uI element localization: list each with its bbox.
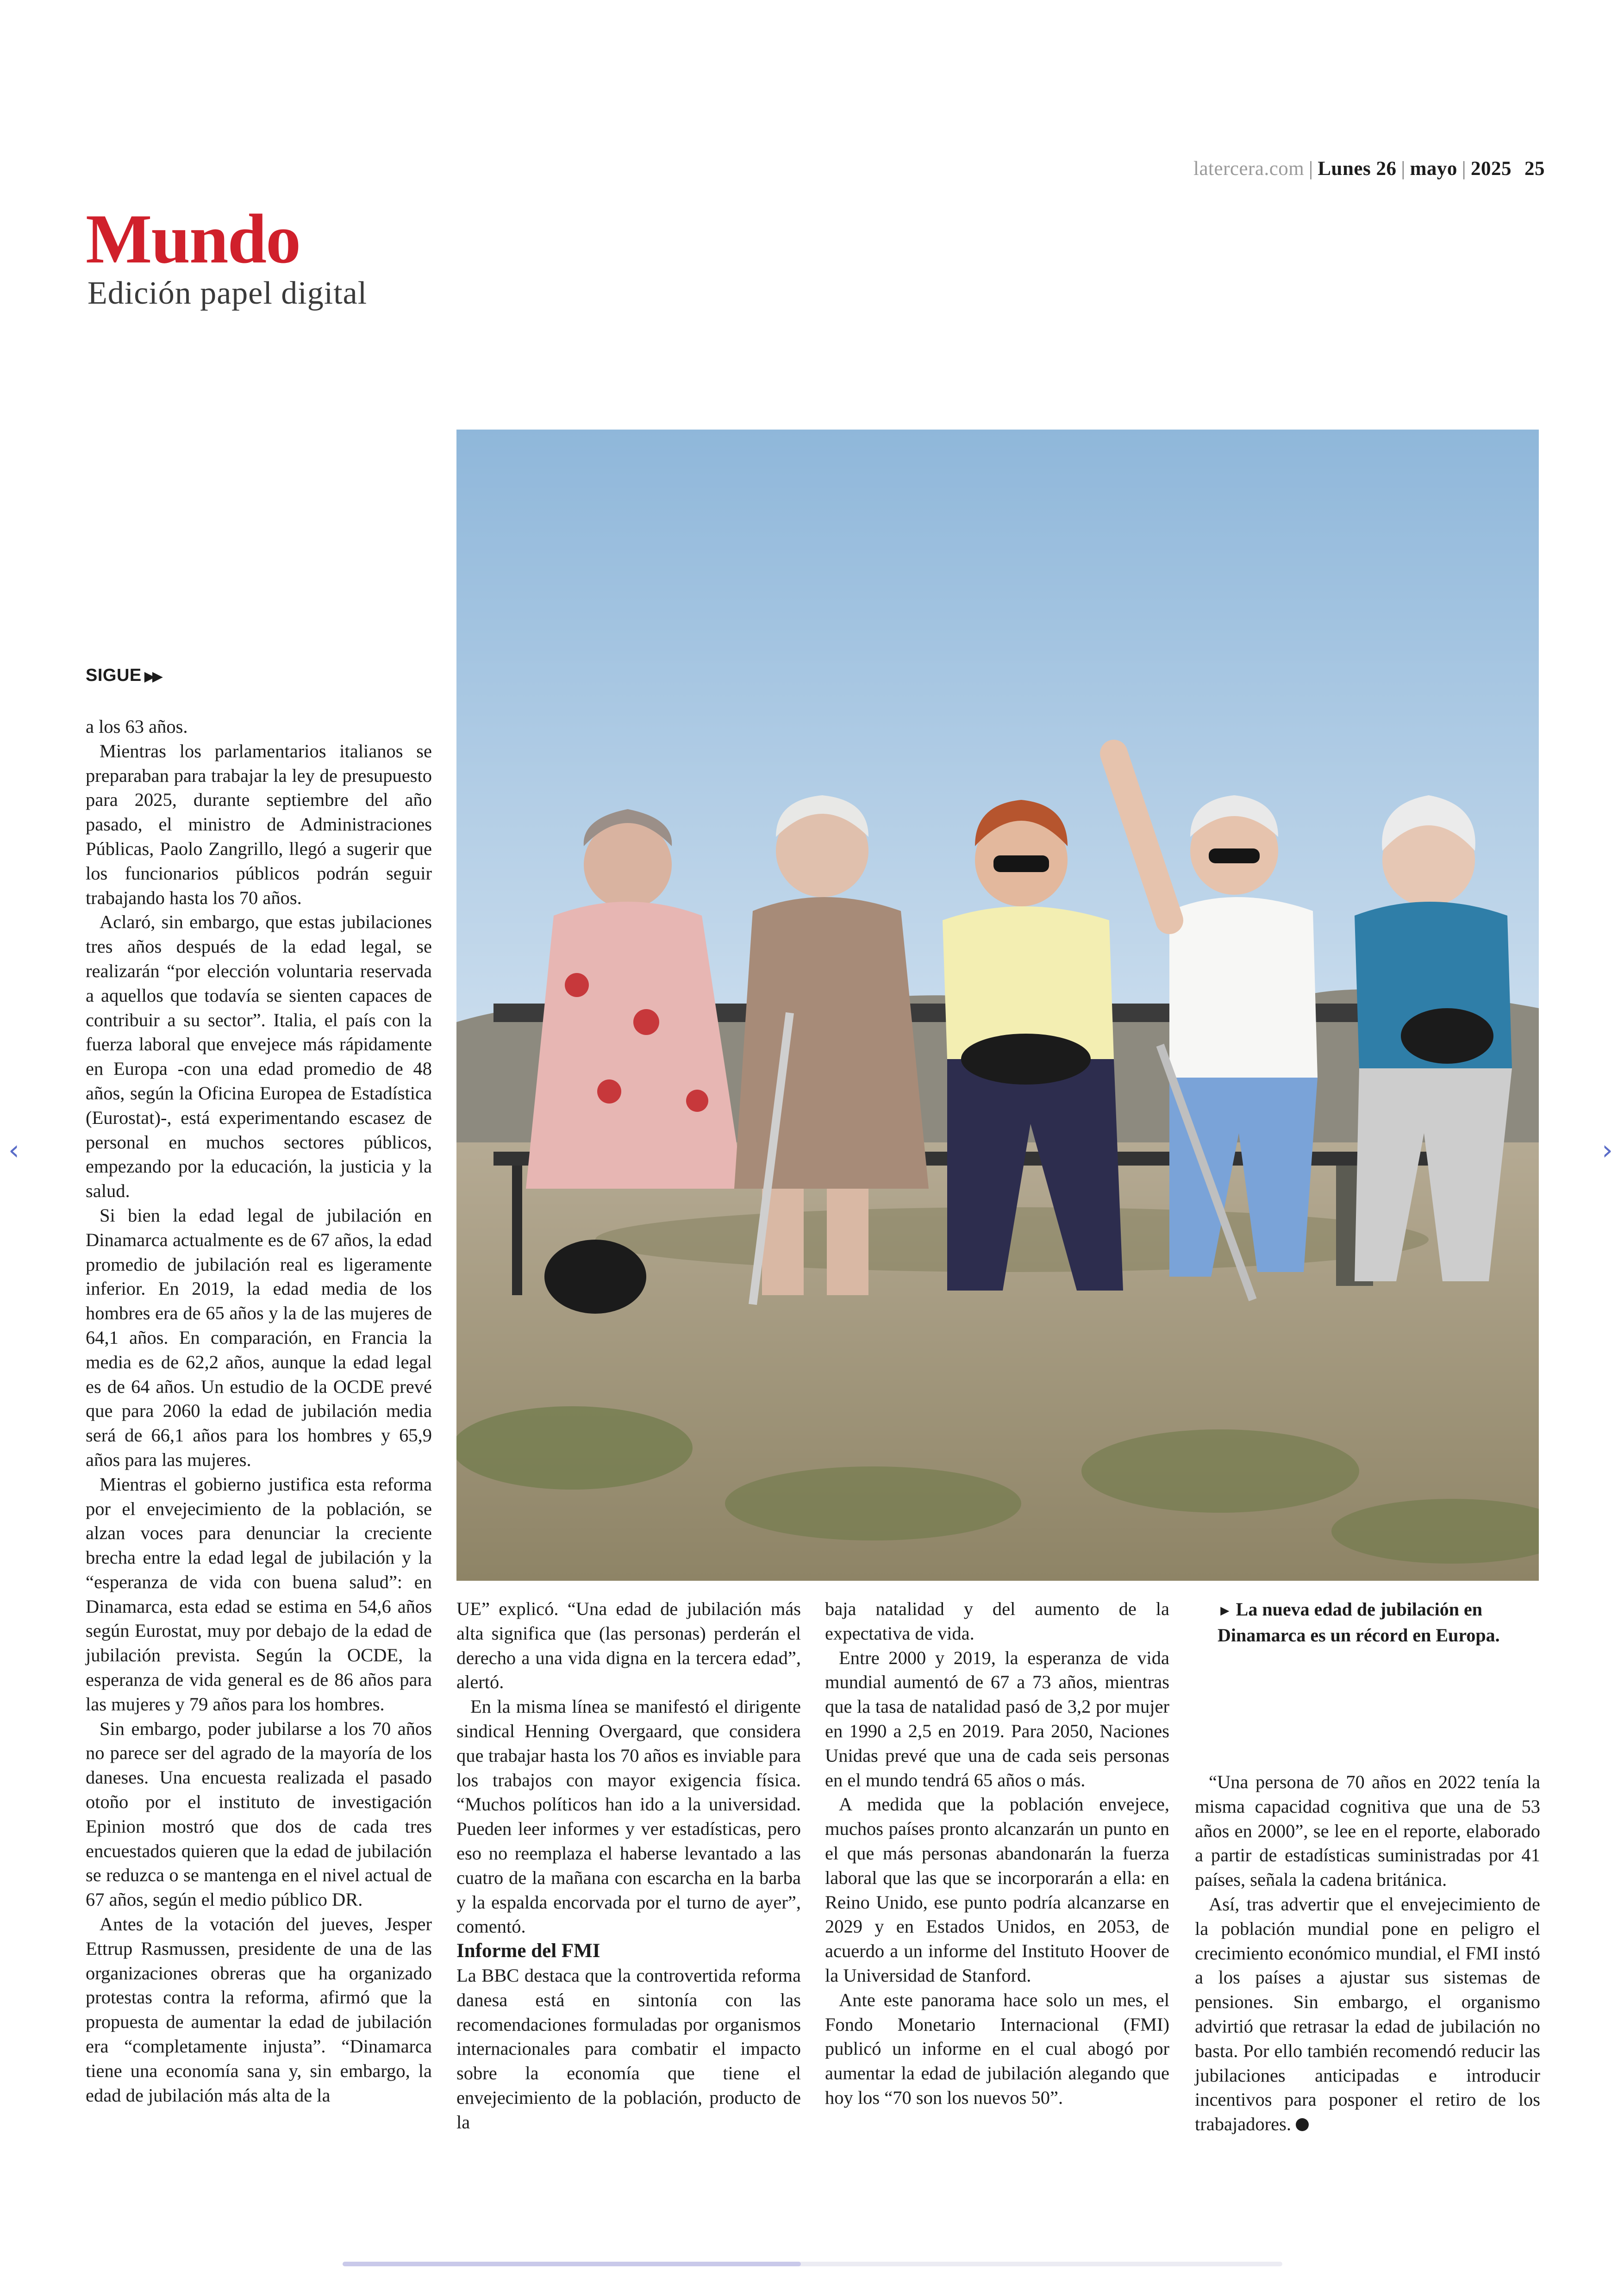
paragraph: La BBC destaca que la controvertida reforma danesa está en sintonía con las recomendaciones formuladas por organismos internacionales para combatir el impacto sobre la economía que tiene el envejecimiento de la población, producto de la <box>456 1964 801 2133</box>
previous-page-chevron-icon[interactable]: ‹ <box>8 1134 19 1166</box>
paragraph: A medida que la población envejece, muchos países pronto alcanzarán un punto en el que más personas abandonarán la fuerza laboral que las que se incorporarán a ella: en Reino Unido, ese punto podría alcanzarse en 2029 y en Estados Unidos, en 2053, de acuerdo a un informe del Instituto Hoover de la Universidad de Stanford. <box>825 1794 1169 1986</box>
photo-five-elderly-women-on-bench <box>456 430 1539 1581</box>
paragraph: Mientras el gobierno justifica esta reforma por el envejecimiento de la población, se alzan voces para denunciar la creciente brecha entre la edad legal de jubilación y la “esperanza de vida con buena salud”: en Dinamarca, esta edad se estima en 54,6 años según Eurostat, muy por debajo de la edad de jubilación prevista. Según la OCDE, la esperanza de vida general es de 86 años para las mujeres y 79 años para los hombres. <box>86 1473 432 1715</box>
end-of-article-icon <box>1296 2118 1309 2131</box>
continued-marker <box>86 666 160 686</box>
article-column-4 <box>1195 1770 1540 2137</box>
subheading: Informe del FMI <box>456 1940 600 1962</box>
photo-caption <box>1218 1597 1541 1647</box>
scrollbar-thumb[interactable] <box>343 2262 801 2266</box>
date-day: Lunes 26 <box>1318 158 1397 180</box>
paragraph: Ante este panorama hace solo un mes, el Fondo Monetario Internacional (FMI) publicó un informe en el cual abogó por aumentar la edad de jubilación alegando que hoy los “70 son los nuevos 50”. <box>825 1989 1169 2108</box>
article-column-2 <box>456 1597 801 2135</box>
article-column-1 <box>86 715 432 2108</box>
paragraph: Aclaró, sin embargo, que estas jubilaciones tres años después de la edad legal, se realizarán “por elección voluntaria reservada a aquellos que todavía se sienten capaces de contribuir a su sector”. Italia, el país con la fuerza laboral que envejece más rápidamente en Europa -con una edad promedio de 48 años, según la Oficina Europea de Estadística (Eurostat)-, está experimentando escasez de personal en muchos sectores públicos, empezando por la educación, la justicia y la salud. <box>86 911 432 1202</box>
date-month: mayo <box>1410 158 1457 180</box>
paragraph: “Una persona de 70 años en 2022 tenía la misma capacidad cognitiva que una de 53 años en 2000”, se lee en el reporte, elaborado a partir de estadísticas suministradas por 41 países, señala la cadena británica. <box>1195 1771 1540 1890</box>
paragraph: Sin embargo, poder jubilarse a los 70 años no parece ser del agrado de la mayoría de los daneses. Una encuesta realizada el pasado otoño por el instituto de investigación Epinion mostró que dos de cada tres encuestados quieren que la edad de jubilación se reduzca o se mantenga en el nivel actual de 67 años, según el medio público DR. <box>86 1718 432 1910</box>
article-column-3 <box>825 1597 1169 2110</box>
paragraph-text: Así, tras advertir que el envejecimiento de la población mundial pone en peligro el crecimiento económico mundial, el FMI instó a los países a ajustar sus sistemas de pensiones. Sin embargo, el organismo advirtió que retrasar la edad de jubilación no basta. Por ello también recomendó reducir las jubilaciones anticipadas e introducir incentivos para posponer el retiro de los trabajadores. <box>1195 1893 1540 2135</box>
masthead: latercera.com | Lunes 26 | mayo | 2025 25 <box>1193 158 1545 180</box>
page-number: 25 <box>1524 158 1545 180</box>
paragraph: Entre 2000 y 2019, la esperanza de vida mundial aumentó de 67 a 73 años, mientras que la tasa de natalidad pasó de 3,2 por mujer en 1990 a 2,5 en 2019. Para 2050, Naciones Unidas prevé que una de cada seis personas en el mundo tendrá 65 años o más. <box>825 1647 1169 1790</box>
paragraph: Si bien la edad legal de jubilación en Dinamarca actualmente es de 67 años, la edad promedio de jubilación real es ligeramente inferior. En 2019, la edad media de los hombres era de 65 años y la de las mujeres de 64,1 años. En comparación, en Francia la media es de 62,2 años, aunque la edad legal es de 64 años. Un estudio de la OCDE prevé que para 2060 la edad de jubilación media será de 66,1 años para los hombres y 65,9 años para las mujeres. <box>86 1204 432 1470</box>
paragraph: En la misma línea se manifestó el dirigente sindical Henning Overgaard, que considera que trabajar hasta los 70 años es inviable para los trabajos con mayor exigencia física. “Muchos políticos han ido a la universidad. Pueden leer informes y ver estadísticas, pero eso no reemplaza el haberse levantado a las cuatro de la mañana con escarcha en la barba y la espalda encorvada por el turno de ayer”, comentó. <box>456 1696 801 1937</box>
paragraph <box>1195 1892 1540 2137</box>
paragraph: baja natalidad y del aumento de la expectativa de vida. <box>825 1598 1169 1644</box>
paragraph: Mientras los parlamentarios italianos se preparaban para trabajar la ley de presupuesto para 2025, durante septiembre del año pasado, el ministro de Administraciones Públicas, Paolo Zangrillo, llegó a sugerir que los funcionarios públicos podrán seguir trabajando hasta los 70 años. <box>86 740 432 908</box>
continued-arrows-icon: ▶▶ <box>144 669 160 684</box>
section-title: Mundo <box>86 200 300 278</box>
section-subtitle: Edición papel digital <box>87 275 368 311</box>
article-photo <box>456 430 1539 1581</box>
paragraph: UE” explicó. “Una edad de jubilación más alta significa que (las personas) perderán el derecho a una vida digna en la tercera edad”, alertó. <box>456 1598 801 1693</box>
paragraph: a los 63 años. <box>86 716 188 737</box>
paragraph: Antes de la votación del jueves, Jesper Ettrup Rasmussen, presidente de una de las organizaciones obreras que ha organizado protestas contra la reforma, afirmó que la propuesta de aumentar la edad de jubilación era “completamente injusta”. “Dinamarca tiene una economía sana y, sin embargo, la edad de jubilación más alta de la <box>86 1914 432 2106</box>
next-page-chevron-icon[interactable]: › <box>1602 1134 1613 1166</box>
horizontal-scrollbar[interactable] <box>343 2262 1282 2266</box>
continued-label: SIGUE <box>86 666 142 685</box>
date-year: 2025 <box>1471 158 1512 180</box>
site-name[interactable]: latercera.com <box>1193 158 1305 180</box>
caption-triangle-icon: ► <box>1218 1602 1232 1619</box>
caption-text: La nueva edad de jubilación en Dinamarca es un récord en Europa. <box>1218 1599 1500 1646</box>
